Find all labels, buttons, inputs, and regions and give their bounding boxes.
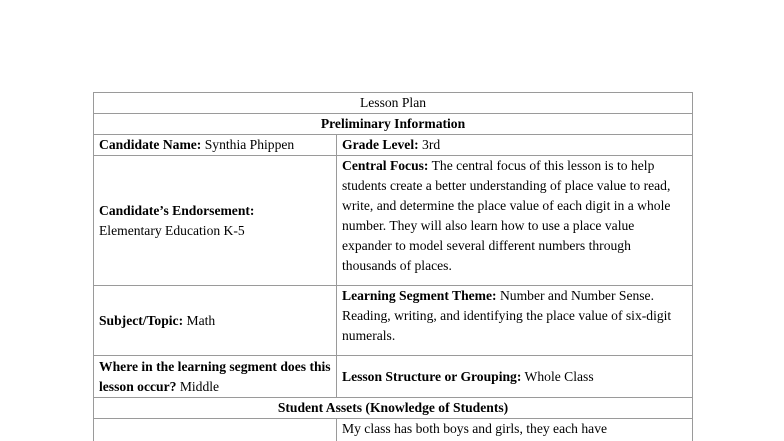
table-row xyxy=(94,356,693,398)
endorsement-cell xyxy=(94,156,337,286)
lesson-plan-table xyxy=(93,92,693,441)
endorsement-label: Candidate’s Endorsement: xyxy=(99,202,255,218)
lesson-plan-title: Lesson Plan xyxy=(94,93,693,114)
table-row xyxy=(94,114,693,135)
central-focus-text: The central focus of this lesson is to help students create a better understanding of place value to read, write, and determine the place value of each digit in a whole number. They will also learn how to use a place value expander to model several different numbers through thousands of places. xyxy=(342,158,671,273)
central-focus-label: Central Focus: xyxy=(342,158,429,173)
segment-theme-cell xyxy=(337,286,693,356)
segment-position-label: Where in the learning segment does this lesson occur? xyxy=(99,358,331,394)
segment-theme-label: Learning Segment Theme: xyxy=(342,288,497,303)
endorsement-value: Elementary Education K-5 xyxy=(99,222,245,238)
grade-level-cell xyxy=(337,135,693,156)
candidate-name-cell xyxy=(94,135,337,156)
grade-level-label: Grade Level: xyxy=(342,137,419,152)
subject-topic-cell xyxy=(94,286,337,356)
table-row xyxy=(94,398,693,419)
grade-level-value: 3rd xyxy=(422,137,441,152)
segment-position-cell xyxy=(94,356,337,398)
table-row xyxy=(94,156,693,286)
candidate-name-value: Synthia Phippen xyxy=(204,137,295,152)
table-row xyxy=(94,93,693,114)
preliminary-information-header: Preliminary Information xyxy=(94,114,693,135)
student-assets-empty-cell xyxy=(94,419,337,441)
student-assets-text: My class has both boys and girls, they each have xyxy=(342,421,608,436)
candidate-name-label: Candidate Name: xyxy=(99,137,202,152)
central-focus-cell xyxy=(337,156,693,286)
subject-topic-label: Subject/Topic: xyxy=(99,312,184,328)
table-row xyxy=(94,286,693,356)
lesson-structure-cell xyxy=(337,356,693,398)
table-row xyxy=(94,419,693,441)
subject-topic-value: Math xyxy=(186,312,216,328)
table-row xyxy=(94,135,693,156)
student-assets-cell xyxy=(337,419,693,441)
segment-theme-text: Number and Number Sense. Reading, writing, and identifying the place value of six-digit numerals. xyxy=(342,288,672,343)
lesson-structure-label: Lesson Structure or Grouping: xyxy=(342,368,522,384)
student-assets-header: Student Assets (Knowledge of Students) xyxy=(94,398,693,419)
segment-position-value: Middle xyxy=(179,378,220,394)
lesson-structure-value: Whole Class xyxy=(524,368,594,384)
